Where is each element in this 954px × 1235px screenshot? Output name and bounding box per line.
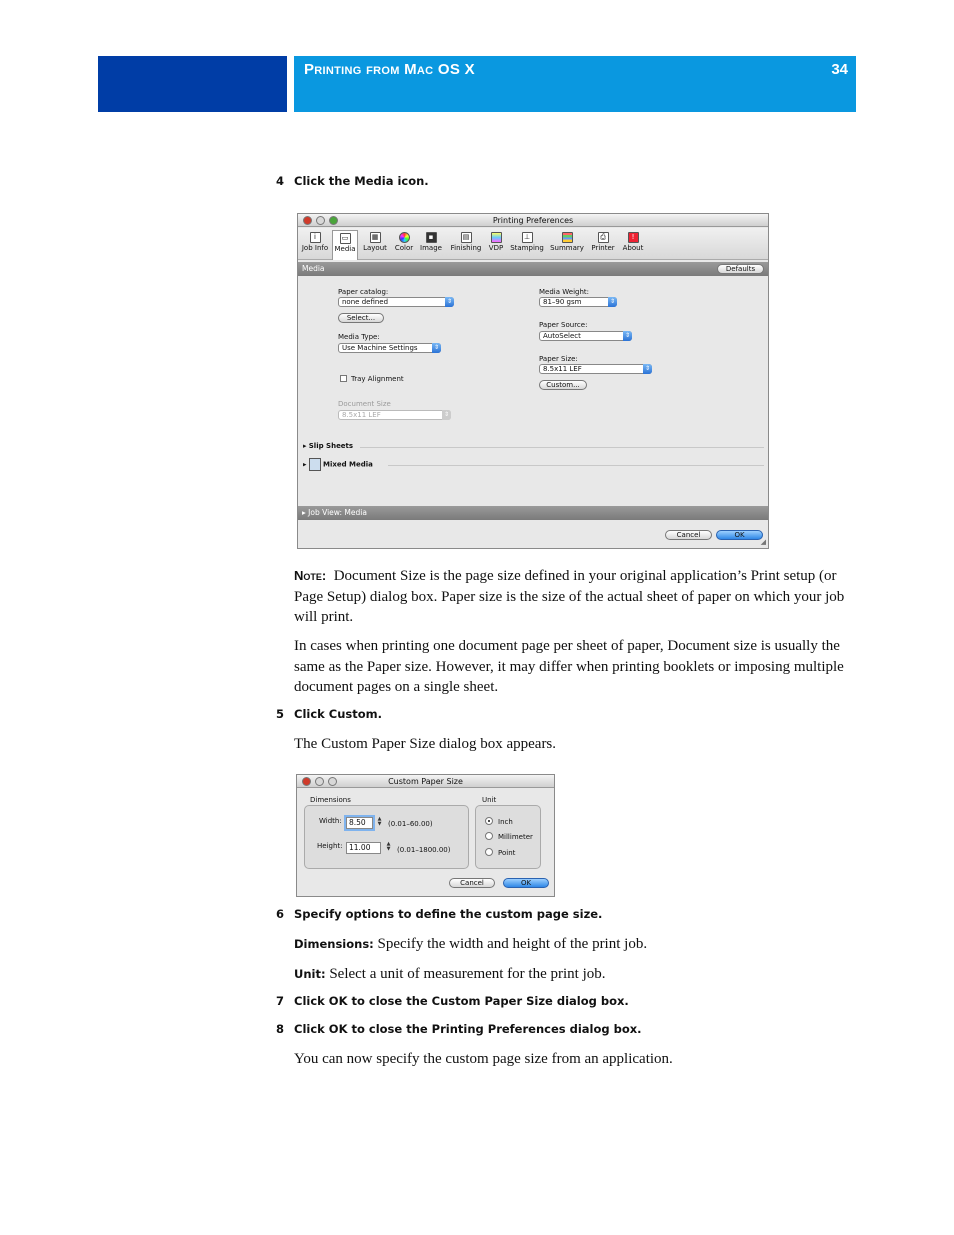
- custom-button[interactable]: Custom...: [539, 380, 587, 390]
- toolbar-job-info[interactable]: i Job Info: [301, 233, 329, 252]
- paper-size-label: Paper Size:: [539, 355, 578, 363]
- step-number: 6: [276, 907, 285, 921]
- step-6: [276, 907, 602, 921]
- step-text: Click OK to close the Printing Preferences dialog box.: [294, 1022, 642, 1036]
- step-text: Click OK to close the Custom Paper Size dialog box.: [294, 994, 629, 1008]
- section-header-media: [298, 262, 768, 276]
- final-paragraph: You can now specify the custom page size from an application.: [294, 1051, 673, 1067]
- about-icon: !: [628, 232, 639, 243]
- popup-arrows-icon: ⇕: [443, 411, 450, 418]
- toolbar-image[interactable]: ▪ Image: [420, 233, 442, 252]
- toolbar-printer[interactable]: ⎙ Printer: [591, 233, 615, 252]
- toolbar-vdp[interactable]: VDP: [486, 230, 506, 252]
- divider: [360, 447, 764, 448]
- height-stepper[interactable]: ▲ ▼: [386, 841, 391, 852]
- stamping-icon: ⊥: [522, 232, 533, 243]
- custom-paper-size-dialog: [296, 774, 555, 897]
- paper-source-select[interactable]: AutoSelect ⇕: [539, 331, 632, 341]
- unit-label-millimeter: Millimeter: [498, 833, 533, 841]
- height-label: Height:: [317, 842, 343, 850]
- step-7: [276, 994, 629, 1008]
- chapter-title: Printing from Mac OS X: [304, 61, 475, 78]
- dialog-titlebar: [297, 775, 554, 788]
- unit-label-inch: Inch: [498, 818, 513, 826]
- media-icon: ▭: [340, 233, 351, 244]
- media-type-label: Media Type:: [338, 333, 380, 341]
- vdp-icon: [491, 232, 502, 243]
- divider: [388, 465, 764, 466]
- job-info-icon: i: [310, 232, 321, 243]
- paper-catalog-select[interactable]: none defined ⇕: [338, 297, 454, 307]
- dialog-titlebar: [298, 214, 768, 227]
- toolbar-layout[interactable]: ▦ Layout: [363, 233, 387, 252]
- cancel-button[interactable]: Cancel: [449, 878, 495, 888]
- toolbar-stamping[interactable]: ⊥ Stamping: [510, 233, 544, 252]
- cases-paragraph: In cases when printing one document page per sheet of paper, Document size is usually the same as the Paper size. However, it may differ when printing booklets or imposing multiple document pages on a single sheet.: [294, 638, 844, 695]
- cancel-button[interactable]: Cancel: [665, 530, 712, 540]
- printing-preferences-dialog: [297, 213, 769, 549]
- step-8: [276, 1022, 642, 1036]
- header-accent-block: [98, 56, 287, 112]
- custom-appears-paragraph: The Custom Paper Size dialog box appears.: [294, 736, 557, 752]
- media-weight-select[interactable]: 81–90 gsm ⇕: [539, 297, 617, 307]
- toolbar-about[interactable]: ! About: [622, 233, 644, 252]
- popup-arrows-icon: ⇕: [609, 298, 616, 305]
- note-text: Document Size is the page size defined in your original application’s Print setup (or Page Setup) dialog box. Paper size is the size of the actual sheet of paper on which your job will print.: [294, 568, 845, 625]
- ok-button[interactable]: OK: [503, 878, 549, 888]
- dimensions-paragraph: [294, 934, 846, 955]
- close-icon[interactable]: [302, 777, 311, 786]
- paper-size-select[interactable]: 8.5x11 LEF ⇕: [539, 364, 652, 374]
- unit-label-point: Point: [498, 849, 516, 857]
- job-view-label: Job View: Media: [308, 508, 367, 517]
- page-number: 34: [831, 61, 848, 78]
- dimensions-term: Dimensions:: [294, 937, 374, 951]
- layout-icon: ▦: [370, 232, 381, 243]
- width-stepper[interactable]: ▲ ▼: [377, 816, 382, 827]
- paper-catalog-label: Paper catalog:: [338, 288, 389, 296]
- popup-arrows-icon: ⇕: [446, 298, 453, 305]
- minimize-icon[interactable]: [316, 216, 325, 225]
- media-type-select[interactable]: Use Machine Settings ⇕: [338, 343, 441, 353]
- zoom-icon[interactable]: [328, 777, 337, 786]
- document-size-select: 8.5x11 LEF ⇕: [338, 410, 451, 420]
- step-number: 5: [276, 707, 285, 721]
- pref-toolbar: [298, 228, 768, 260]
- document-size-label: Document Size: [338, 400, 391, 408]
- popup-arrows-icon: ⇕: [624, 332, 631, 339]
- toolbar-media[interactable]: ▭ Media: [332, 230, 358, 260]
- popup-arrows-icon: ⇕: [644, 365, 651, 372]
- toolbar-finishing[interactable]: ▤ Finishing: [450, 233, 482, 252]
- mixed-media-icon: [309, 458, 321, 471]
- note-paragraph: [294, 566, 846, 628]
- job-view-bar[interactable]: [298, 506, 768, 520]
- note-label: Note:: [294, 568, 327, 583]
- dimensions-text: Specify the width and height of the print job.: [377, 936, 648, 952]
- step-text: Click the Media icon.: [294, 174, 429, 188]
- defaults-button[interactable]: Defaults: [717, 264, 764, 274]
- width-input[interactable]: 8.50: [346, 817, 373, 829]
- disclosure-triangle-icon: ▸: [302, 508, 309, 517]
- step-text: Click Custom.: [294, 707, 383, 721]
- paper-source-label: Paper Source:: [539, 321, 588, 329]
- section-title: Media: [302, 264, 325, 273]
- zoom-icon[interactable]: [329, 216, 338, 225]
- unit-radio-millimeter[interactable]: [485, 832, 493, 840]
- tray-alignment-checkbox[interactable]: [340, 375, 347, 382]
- popup-arrows-icon: ⇕: [433, 344, 440, 351]
- unit-radio-point[interactable]: [485, 848, 493, 856]
- dimensions-group: [304, 805, 469, 869]
- step-number: 4: [276, 174, 285, 188]
- unit-paragraph: [294, 964, 846, 985]
- minimize-icon[interactable]: [315, 777, 324, 786]
- printer-icon: ⎙: [598, 232, 609, 243]
- ok-button[interactable]: OK: [716, 530, 763, 540]
- height-range: (0.01–1800.00): [397, 846, 451, 854]
- media-weight-label: Media Weight:: [539, 288, 589, 296]
- step-4: [276, 174, 429, 188]
- width-label: Width:: [319, 817, 342, 825]
- dialog-title: Printing Preferences: [492, 216, 574, 225]
- step-number: 7: [276, 994, 285, 1008]
- toolbar-color[interactable]: Color: [392, 230, 416, 252]
- step-5: [276, 707, 382, 721]
- step-text: Specify options to define the custom page size.: [294, 907, 603, 921]
- dialog-title: Custom Paper Size: [388, 777, 463, 786]
- step-number: 8: [276, 1022, 285, 1036]
- dimensions-group-label: Dimensions: [310, 796, 351, 804]
- finishing-icon: ▤: [461, 232, 472, 243]
- unit-radio-inch[interactable]: [485, 817, 493, 825]
- close-icon[interactable]: [303, 216, 312, 225]
- height-input[interactable]: 11.00: [346, 842, 381, 854]
- resize-grip-icon[interactable]: ◢: [760, 538, 766, 546]
- summary-icon: [562, 232, 573, 243]
- toolbar-summary[interactable]: Summary: [549, 230, 585, 252]
- color-icon: [399, 232, 410, 243]
- tray-alignment-label: Tray Alignment: [351, 375, 404, 383]
- mixed-media-disclosure[interactable]: ▸ Mixed Media: [303, 458, 373, 471]
- unit-text: Select a unit of measurement for the print job.: [329, 966, 606, 982]
- width-range: (0.01–60.00): [388, 820, 433, 828]
- image-icon: ▪: [426, 232, 437, 243]
- unit-group-label: Unit: [482, 796, 497, 804]
- select-button[interactable]: Select...: [338, 313, 384, 323]
- unit-term: Unit:: [294, 967, 326, 981]
- slip-sheets-disclosure[interactable]: ▸ Slip Sheets: [303, 442, 354, 450]
